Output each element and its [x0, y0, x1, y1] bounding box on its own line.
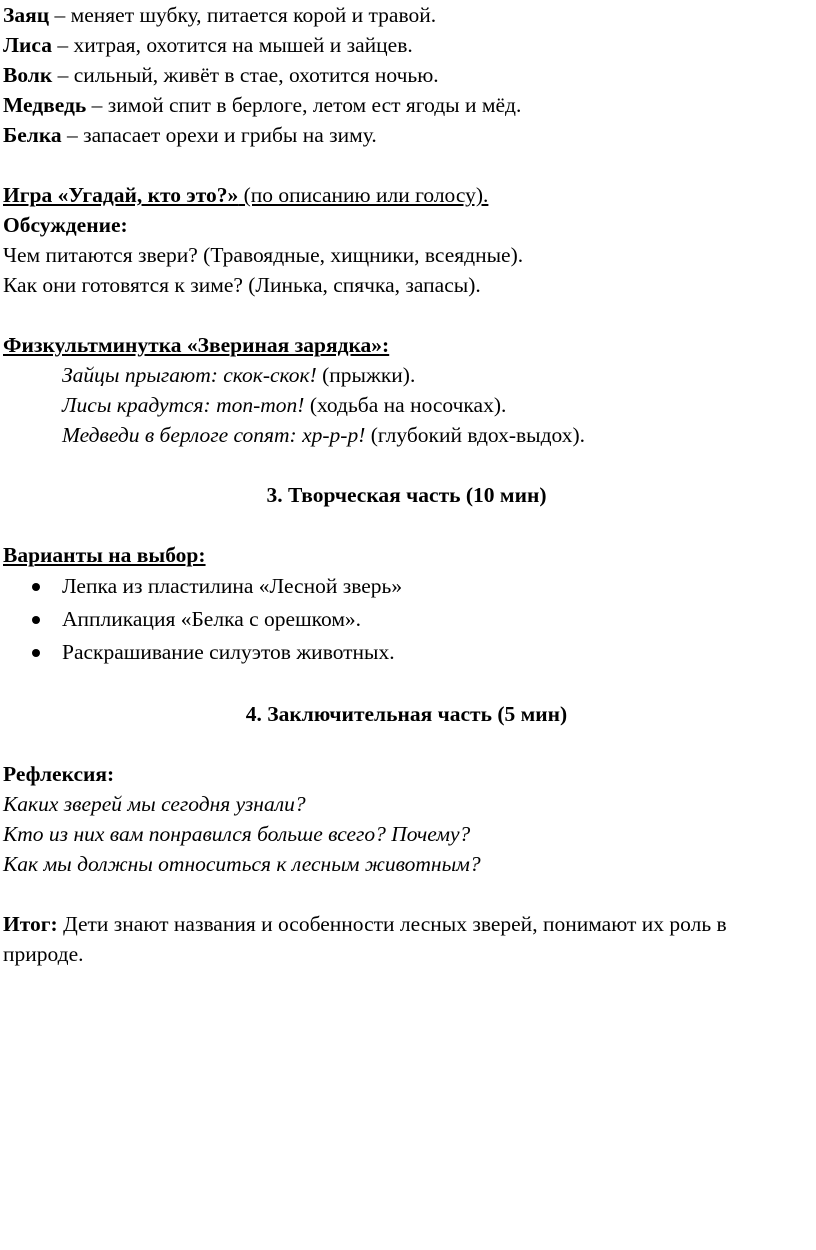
animal-desc: – хитрая, охотится на мышей и зайцев. [51, 33, 413, 57]
animal-desc: – зимой спит в берлоге, летом ест ягоды и мёд. [86, 93, 522, 117]
list-item: Лепка из пластилина «Лесной зверь» [3, 570, 810, 603]
animal-line-fox [3, 30, 810, 60]
discussion-title: Обсуждение: [3, 213, 128, 237]
section-heading-creative: 3. Творческая часть (10 мин) [266, 483, 547, 507]
animal-desc: – запасает орехи и грибы на зиму. [61, 123, 377, 147]
animal-line-squirrel [3, 120, 810, 150]
list-item: Аппликация «Белка с орешком». [3, 603, 810, 636]
reflection-title: Рефлексия: [3, 762, 115, 786]
result-paragraph [3, 909, 810, 969]
result-label: Итог: [3, 912, 58, 936]
exercise-chant: Медведи в берлоге сопят: хр-р-р! [62, 423, 366, 447]
list-item: Раскрашивание силуэтов животных. [3, 636, 810, 669]
exercise-chant: Зайцы прыгают: скок-скок! [62, 363, 317, 387]
spacer [3, 150, 810, 180]
reflection-question: Как мы должны относиться к лесным животным? [3, 852, 481, 876]
animal-line-bear [3, 90, 810, 120]
animal-desc: – сильный, живёт в стае, охотится ночью. [52, 63, 439, 87]
animal-name: Заяц [3, 3, 50, 27]
animal-desc: – меняет шубку, питается корой и травой. [49, 3, 437, 27]
spacer [3, 879, 810, 909]
animal-name: Медведь [3, 93, 87, 117]
game-line [3, 180, 810, 210]
spacer [3, 510, 810, 540]
reflection-question: Кто из них вам понравился больше всего? Почему? [3, 822, 471, 846]
exercise-action: (ходьба на носочках). [304, 393, 507, 417]
game-note: (по описанию или голосу). [238, 183, 489, 207]
exercise-action: (глубокий вдох-выдох). [365, 423, 586, 447]
game-title: Игра «Угадай, кто это?» [3, 183, 239, 207]
spacer [3, 450, 810, 480]
animal-line-hare [3, 0, 810, 30]
exercise-chant: Лисы крадутся: топ-топ! [62, 393, 305, 417]
options-list [3, 570, 810, 669]
options-title: Варианты на выбор: [3, 543, 206, 567]
animal-line-wolf [3, 60, 810, 90]
animal-name: Лиса [3, 33, 52, 57]
discussion-question-1: Чем питаются звери? (Травоядные, хищники, всеядные). [3, 243, 524, 267]
discussion-question-2: Как они готовятся к зиме? (Линька, спячка, запасы). [3, 273, 481, 297]
section-heading-final: 4. Заключительная часть (5 мин) [245, 702, 568, 726]
exercise-line [3, 360, 810, 390]
animal-descriptions [3, 0, 810, 150]
spacer [3, 300, 810, 330]
spacer [3, 669, 810, 699]
spacer [3, 729, 810, 759]
animal-name: Белка [3, 123, 62, 147]
exercise-line [3, 420, 810, 450]
exercise-action: (прыжки). [316, 363, 416, 387]
exercise-title: Физкультминутка «Звериная зарядка»: [3, 333, 390, 357]
animal-name: Волк [3, 63, 53, 87]
reflection-question: Каких зверей мы сегодня узнали? [3, 792, 306, 816]
result-text: Дети знают названия и особенности лесных зверей, понимают их роль в природе. [3, 912, 727, 966]
exercise-line [3, 390, 810, 420]
